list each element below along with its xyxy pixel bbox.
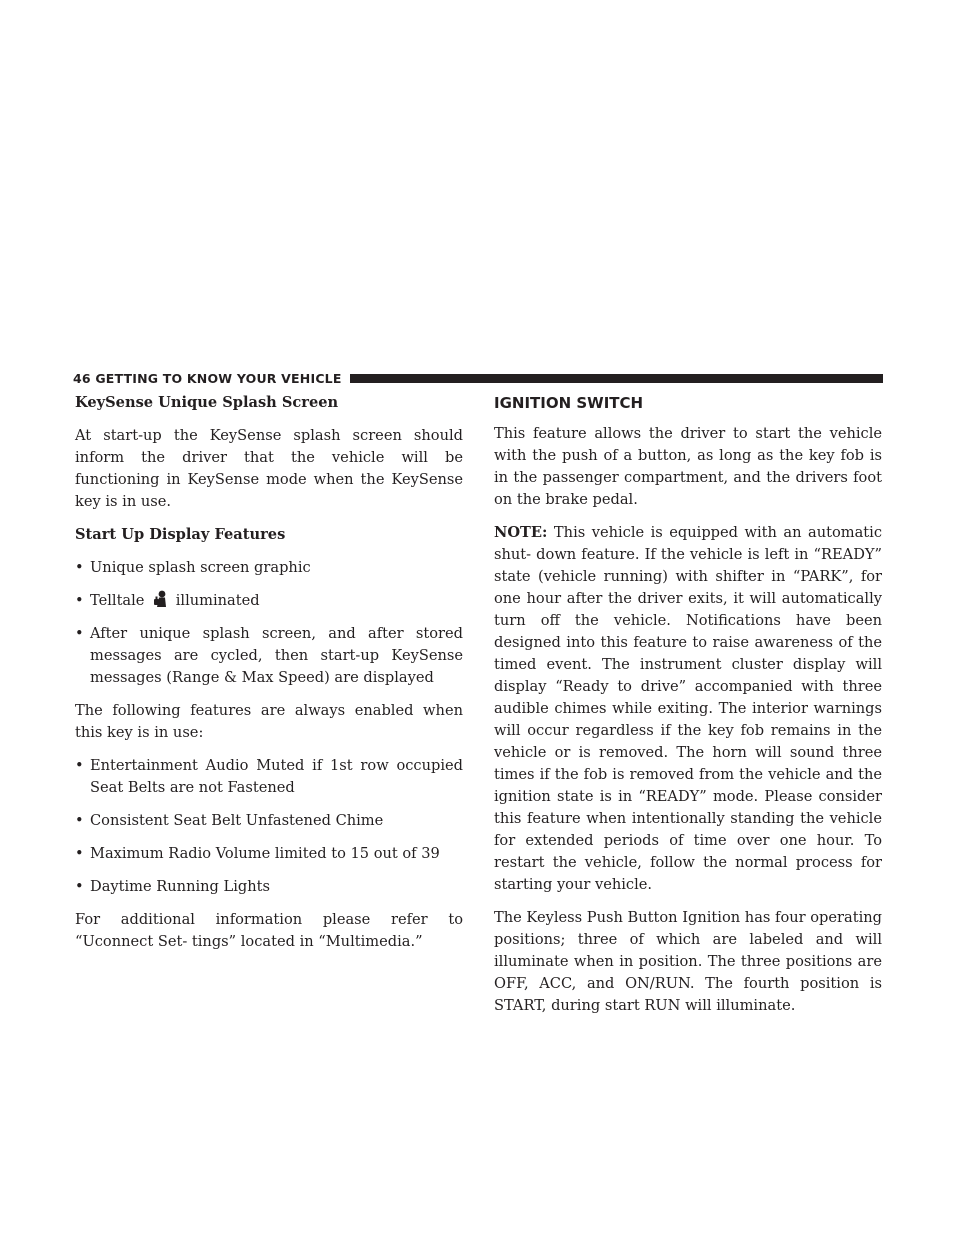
list-item: • Consistent Seat Belt Unfastened Chime bbox=[75, 810, 463, 832]
keysense-intro: At start-up the KeySense splash screen should inform the driver that the vehicle will be functioning in KeySense mode when the KeySense key is in use. bbox=[75, 427, 463, 510]
ignition-switch-title: IGNITION SWITCH bbox=[494, 394, 644, 412]
page-number-section: 46 GETTING TO KNOW YOUR VEHICLE bbox=[73, 370, 342, 386]
telltale-label: Telltale bbox=[90, 592, 145, 609]
keysense-telltale-icon bbox=[151, 590, 169, 608]
ignition-intro: This feature allows the driver to start the vehicle with the push of a button, as long as the key fob is in the passenger compartment, and the drivers foot on the brake pedal. bbox=[494, 425, 882, 508]
additional-info: For additional information please refer to “Uconnect Set- tings” located in “Multimedia.” bbox=[75, 911, 463, 950]
list-item: • Entertainment Audio Muted if 1st row occupied Seat Belts are not Fastened bbox=[75, 755, 463, 799]
startup-bullet-list bbox=[75, 557, 463, 689]
note-label: NOTE: bbox=[494, 524, 548, 541]
right-column bbox=[494, 392, 882, 1028]
left-column bbox=[75, 392, 463, 964]
list-item: • Maximum Radio Volume limited to 15 out of 39 bbox=[75, 843, 463, 865]
keysense-heading: KeySense Unique Splash Screen bbox=[75, 394, 339, 411]
list-item bbox=[75, 590, 463, 612]
keyless-positions: The Keyless Push Button Ignition has four operating positions; three of which are labeled and will illuminate when in position. The three positions are OFF, ACC, and ON/RUN. The fourth position is START, during start RUN will illuminate. bbox=[494, 909, 882, 1014]
list-item: • Unique splash screen graphic bbox=[75, 557, 463, 579]
feature-bullet-list bbox=[75, 755, 463, 898]
note-text: This vehicle is equipped with an automatic shut- down feature. If the vehicle is left in “READY” state (vehicle running) with shifter in “PARK”, for one hour after the driver exits, it will automatically turn off the vehicle. Notifications have been designed into this feature to raise awareness of the timed event. The instrument cluster display will display “Ready to drive” accompanied with three audible chimes while exiting. The interior warnings will occur regardless if the key fob remains in the vehicle or is removed. The horn will sound three times if the fob is removed from the vehicle and the ignition state is in “READY” mode. Please consider this feature when intentionally standing the vehicle for extended periods of time over one hour. To restart the vehicle, follow the normal process for starting your vehicle. bbox=[494, 524, 882, 893]
telltale-suffix: illuminated bbox=[175, 592, 260, 609]
page-header bbox=[73, 370, 883, 386]
note-paragraph bbox=[494, 522, 882, 896]
list-item: • Daytime Running Lights bbox=[75, 876, 463, 898]
features-intro: The following features are always enabled when this key is in use: bbox=[75, 702, 463, 741]
startup-subheading: Start Up Display Features bbox=[75, 526, 286, 543]
header-rule bbox=[350, 374, 883, 383]
list-item: • After unique splash screen, and after stored messages are cycled, then start-up KeySense messages (Range & Max Speed) are displayed bbox=[75, 623, 463, 689]
